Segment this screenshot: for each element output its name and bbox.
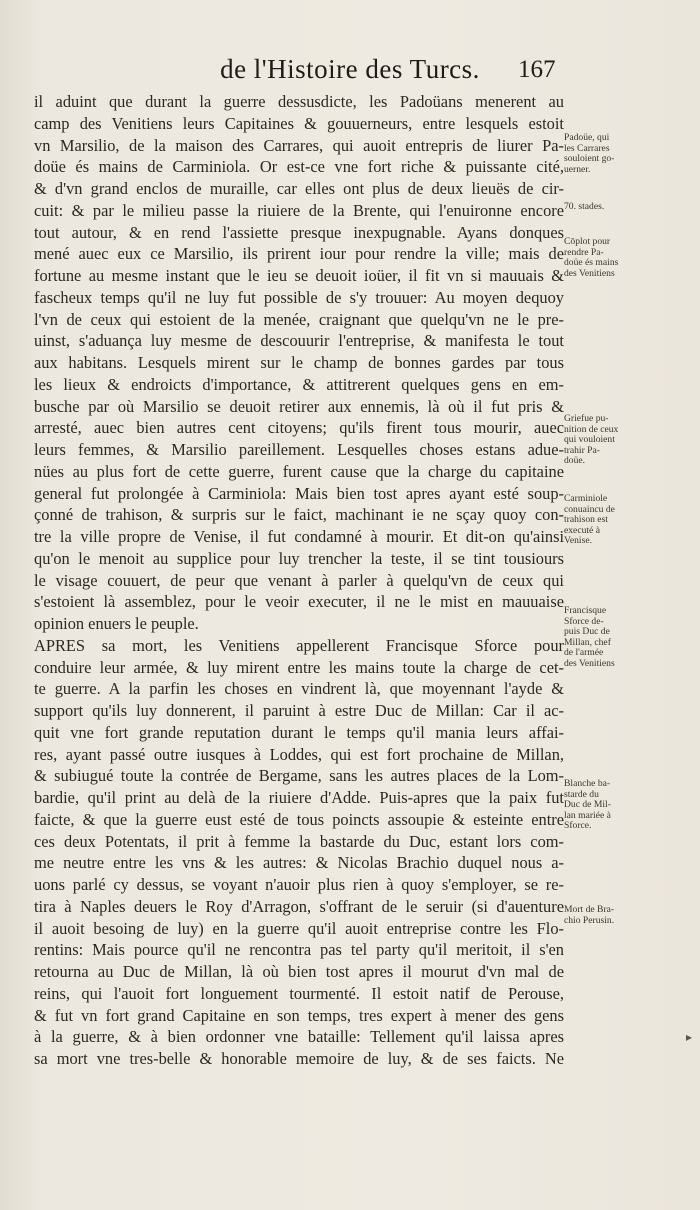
text-line: ces deux Potentats, il prit à femme la bastarde du Duc, estant lors com- bbox=[34, 831, 564, 851]
text-line: vn Marsilio, de la maison des Carrares, qui auoit entrepris de liurer Pa- bbox=[34, 135, 564, 155]
margin-note-line: doüe és mains bbox=[564, 257, 619, 268]
margin-note-line: souloient go- bbox=[564, 153, 615, 164]
text-line: uinst, s'aduança luy mesme de descouurir l'entreprise, & manifesta le tout bbox=[34, 331, 564, 351]
margin-note-line: Francisque bbox=[564, 605, 607, 616]
page-number: 167 bbox=[518, 56, 556, 83]
margin-note bbox=[564, 237, 664, 279]
margin-note bbox=[564, 494, 664, 547]
margin-note-line: executé à bbox=[564, 524, 600, 536]
text-line: qu'on le menoit au supplice pour luy trencher la teste, il se tint tousiours bbox=[34, 548, 564, 568]
margin-note-line: lan mariée à bbox=[564, 809, 611, 821]
margin-note-line: puis Duc de bbox=[564, 626, 610, 637]
margin-note-line: Cōplot pour bbox=[564, 236, 611, 247]
margin-note-line: des Venitiens bbox=[564, 267, 615, 279]
text-line: mené auec eux ce Marsilio, ils prirent iour pour rendre la ville; mais de bbox=[34, 244, 564, 264]
text-line: çonné de trahison, & surpris sur le faict, machinant ie ne sçay quoy con- bbox=[34, 505, 564, 525]
text-line: uons parlé cy dessus, se voyant n'auoir plus rien à quoy s'employer, se re- bbox=[34, 875, 564, 894]
margin-note bbox=[564, 905, 664, 926]
margin-note-line: uerner. bbox=[564, 163, 591, 175]
running-title: de l'Histoire des Turcs. bbox=[220, 54, 480, 84]
margin-note-line: rendre Pa- bbox=[564, 246, 604, 258]
text-line: conduire leur armée, & luy mirent entre les mains toute la charge de cet- bbox=[34, 657, 564, 677]
margin-note-line: trahir Pa- bbox=[564, 444, 600, 456]
margin-note bbox=[564, 779, 664, 832]
text-line: res, ayant passé outre iusques à Loddes, qui est fort prochaine de Millan, bbox=[34, 744, 564, 764]
text-line: doüe és mains de Carminiola. Or est-ce vne fort riche & puissante cité, bbox=[34, 157, 564, 177]
text-line: les lieux & endroicts d'importance, & attitrerent quelques gens en em- bbox=[34, 374, 564, 394]
text-line: le visage couuert, de peur que venant à parler à quelqu'vn de ceux qui bbox=[34, 570, 564, 590]
text-line: tout autour, & en rend l'assiette presque inexpugnable. Ayans donques bbox=[34, 222, 564, 242]
text-line: il auoit besoing de luy) en la guerre qu'il auoit entreprise contre les Flo- bbox=[34, 918, 564, 938]
text-line: retourna au Duc de Millan, là où bien tost apres il mourut d'vn mal de bbox=[34, 962, 564, 981]
text-line: leurs femmes, & Marsilio pareillement. Lesquelles choses estans adue- bbox=[34, 440, 564, 459]
text-line: tre la ville propre de Venise, il fut condamné à mourir. Et dit-on qu'ainsi bbox=[34, 527, 564, 546]
margin-note bbox=[564, 606, 664, 669]
text-line: camp des Venitiens leurs Capitaines & gouuerneurs, entre lesquels estoit bbox=[34, 113, 564, 133]
text-line: nües au plus fort de cette guerre, furent cause que la charge du capitaine bbox=[34, 461, 564, 481]
margin-note-line: les Carrares bbox=[564, 142, 610, 154]
margin-note-line: conuaincu de bbox=[564, 503, 615, 515]
margin-note bbox=[564, 414, 664, 467]
text-line: te guerre. A la parfin les choses en vindrent là, que moyennant l'ayde & bbox=[34, 679, 564, 699]
margin-note-line: Blanche ba- bbox=[564, 778, 611, 789]
margin-note-line: Venise. bbox=[564, 535, 592, 546]
page-edge-mark: ▸ bbox=[685, 1030, 692, 1044]
text-line: & d'vn grand enclos de muraille, car elles ont plus de deux lieuës de cir- bbox=[34, 179, 564, 198]
text-line: APRES sa mort, les Venitiens appellerent Francisque Sforce pour bbox=[34, 635, 564, 655]
text-line: me neutre entre les vns & les autres: & Nicolas Brachio duquel nous a- bbox=[34, 853, 564, 873]
text-line: il aduint que durant la guerre dessusdicte, les Padoüans menerent au bbox=[34, 92, 564, 111]
text-line: opinion enuers le peuple. bbox=[34, 614, 199, 633]
text-line: fortune au mesme instant que le ieu se deuoit ioüer, il fit vn si mauuais & bbox=[34, 266, 564, 285]
text-line: reins, qui l'auoit fort longuement tourmenté. Il estoit natif de Perouse, bbox=[34, 983, 564, 1003]
margin-note-line: qui vouloient bbox=[564, 434, 615, 445]
margin-note bbox=[564, 202, 664, 213]
text-line: & fut vn fort grand Capitaine en son temps, tres expert à mener des gens bbox=[34, 1005, 564, 1025]
margin-note-line: des Venitiens bbox=[564, 657, 615, 669]
text-line: l'vn de ceux qui estoient de la menée, craignant que quelqu'vn ne le pre- bbox=[34, 309, 564, 329]
text-line: s'estoient là assemblez, pour le veoir executer, il ne le mist en mauuaise bbox=[34, 592, 564, 612]
body-text bbox=[34, 91, 564, 1070]
text-line: busche par où Marsilio se deuoit retirer aux ennemis, là où il fut pris & bbox=[34, 396, 564, 416]
text-line: cuit: & par le milieu passe la riuiere de la Brente, qui l'enuironne encore bbox=[34, 200, 564, 220]
text-line: sa mort vne tres-belle & honorable memoire de luy, & de ses faicts. Ne bbox=[34, 1049, 564, 1068]
text-line: & subiugué toute la contrée de Bergame, sans les autres places de la Lom- bbox=[34, 766, 564, 786]
text-line: faicte, & que la guerre eust esté de tous poincts assoupie & esteinte entre bbox=[34, 809, 564, 829]
margin-note bbox=[564, 133, 664, 175]
margin-note-line: Duc de Mil- bbox=[564, 799, 611, 810]
text-line: quit vne fort grande reputation durant le temps qu'il mania leurs affai- bbox=[34, 722, 564, 742]
margin-note-line: 70. stades. bbox=[564, 201, 605, 212]
margin-note-line: nition de ceux bbox=[564, 423, 619, 435]
margin-note-line: starde du bbox=[564, 788, 599, 800]
text-line: bardie, qu'il print au delà de la riuiere d'Adde. Puis-apres que la paix fut bbox=[34, 788, 564, 807]
margin-note-line: Carminiole bbox=[564, 493, 608, 504]
margin-note-line: Sforce. bbox=[564, 820, 592, 831]
text-line: general fut prolongée à Carminiola: Mais bien tost apres ayant esté soup- bbox=[34, 483, 564, 503]
text-line: arresté, auec bien autres cent citoyens; qu'ils firent tous mourir, auec bbox=[34, 418, 564, 438]
margin-note-line: Griefue pu- bbox=[564, 413, 609, 424]
text-line: à la guerre, & à bien ordonner vne bataille: Tellement qu'il laissa apres bbox=[34, 1027, 564, 1047]
margin-note-line: chio Perusin. bbox=[564, 914, 615, 926]
text-line: support qu'ils luy donnerent, il paruint à estre Duc de Millan: Car il ac- bbox=[34, 701, 564, 720]
margin-note-line: doüe. bbox=[564, 455, 586, 466]
text-line: aux habitans. Lesquels mirent sur le champ de bonnes gardes par tous bbox=[34, 353, 564, 372]
text-line: tira à Naples deuers le Roy d'Arragon, s'offrant de le seruir (si d'auenture bbox=[34, 896, 564, 916]
text-line: fascheux temps qu'il ne luy fut possible de s'y trouuer: Au moyen dequoy bbox=[34, 287, 564, 307]
margin-note-line: de l'armée bbox=[564, 647, 604, 658]
text-line: rentins: Mais pource qu'il ne rencontra pas tel party qu'il meritoit, il s'en bbox=[34, 940, 564, 960]
margin-note-line: trahison est bbox=[564, 514, 608, 525]
margin-note-line: Mort de Bra- bbox=[564, 904, 615, 915]
margin-note-line: Millan, chef bbox=[564, 636, 611, 648]
margin-note-line: Padoüe, qui bbox=[564, 132, 610, 143]
margin-note-line: Sforce de- bbox=[564, 615, 604, 627]
